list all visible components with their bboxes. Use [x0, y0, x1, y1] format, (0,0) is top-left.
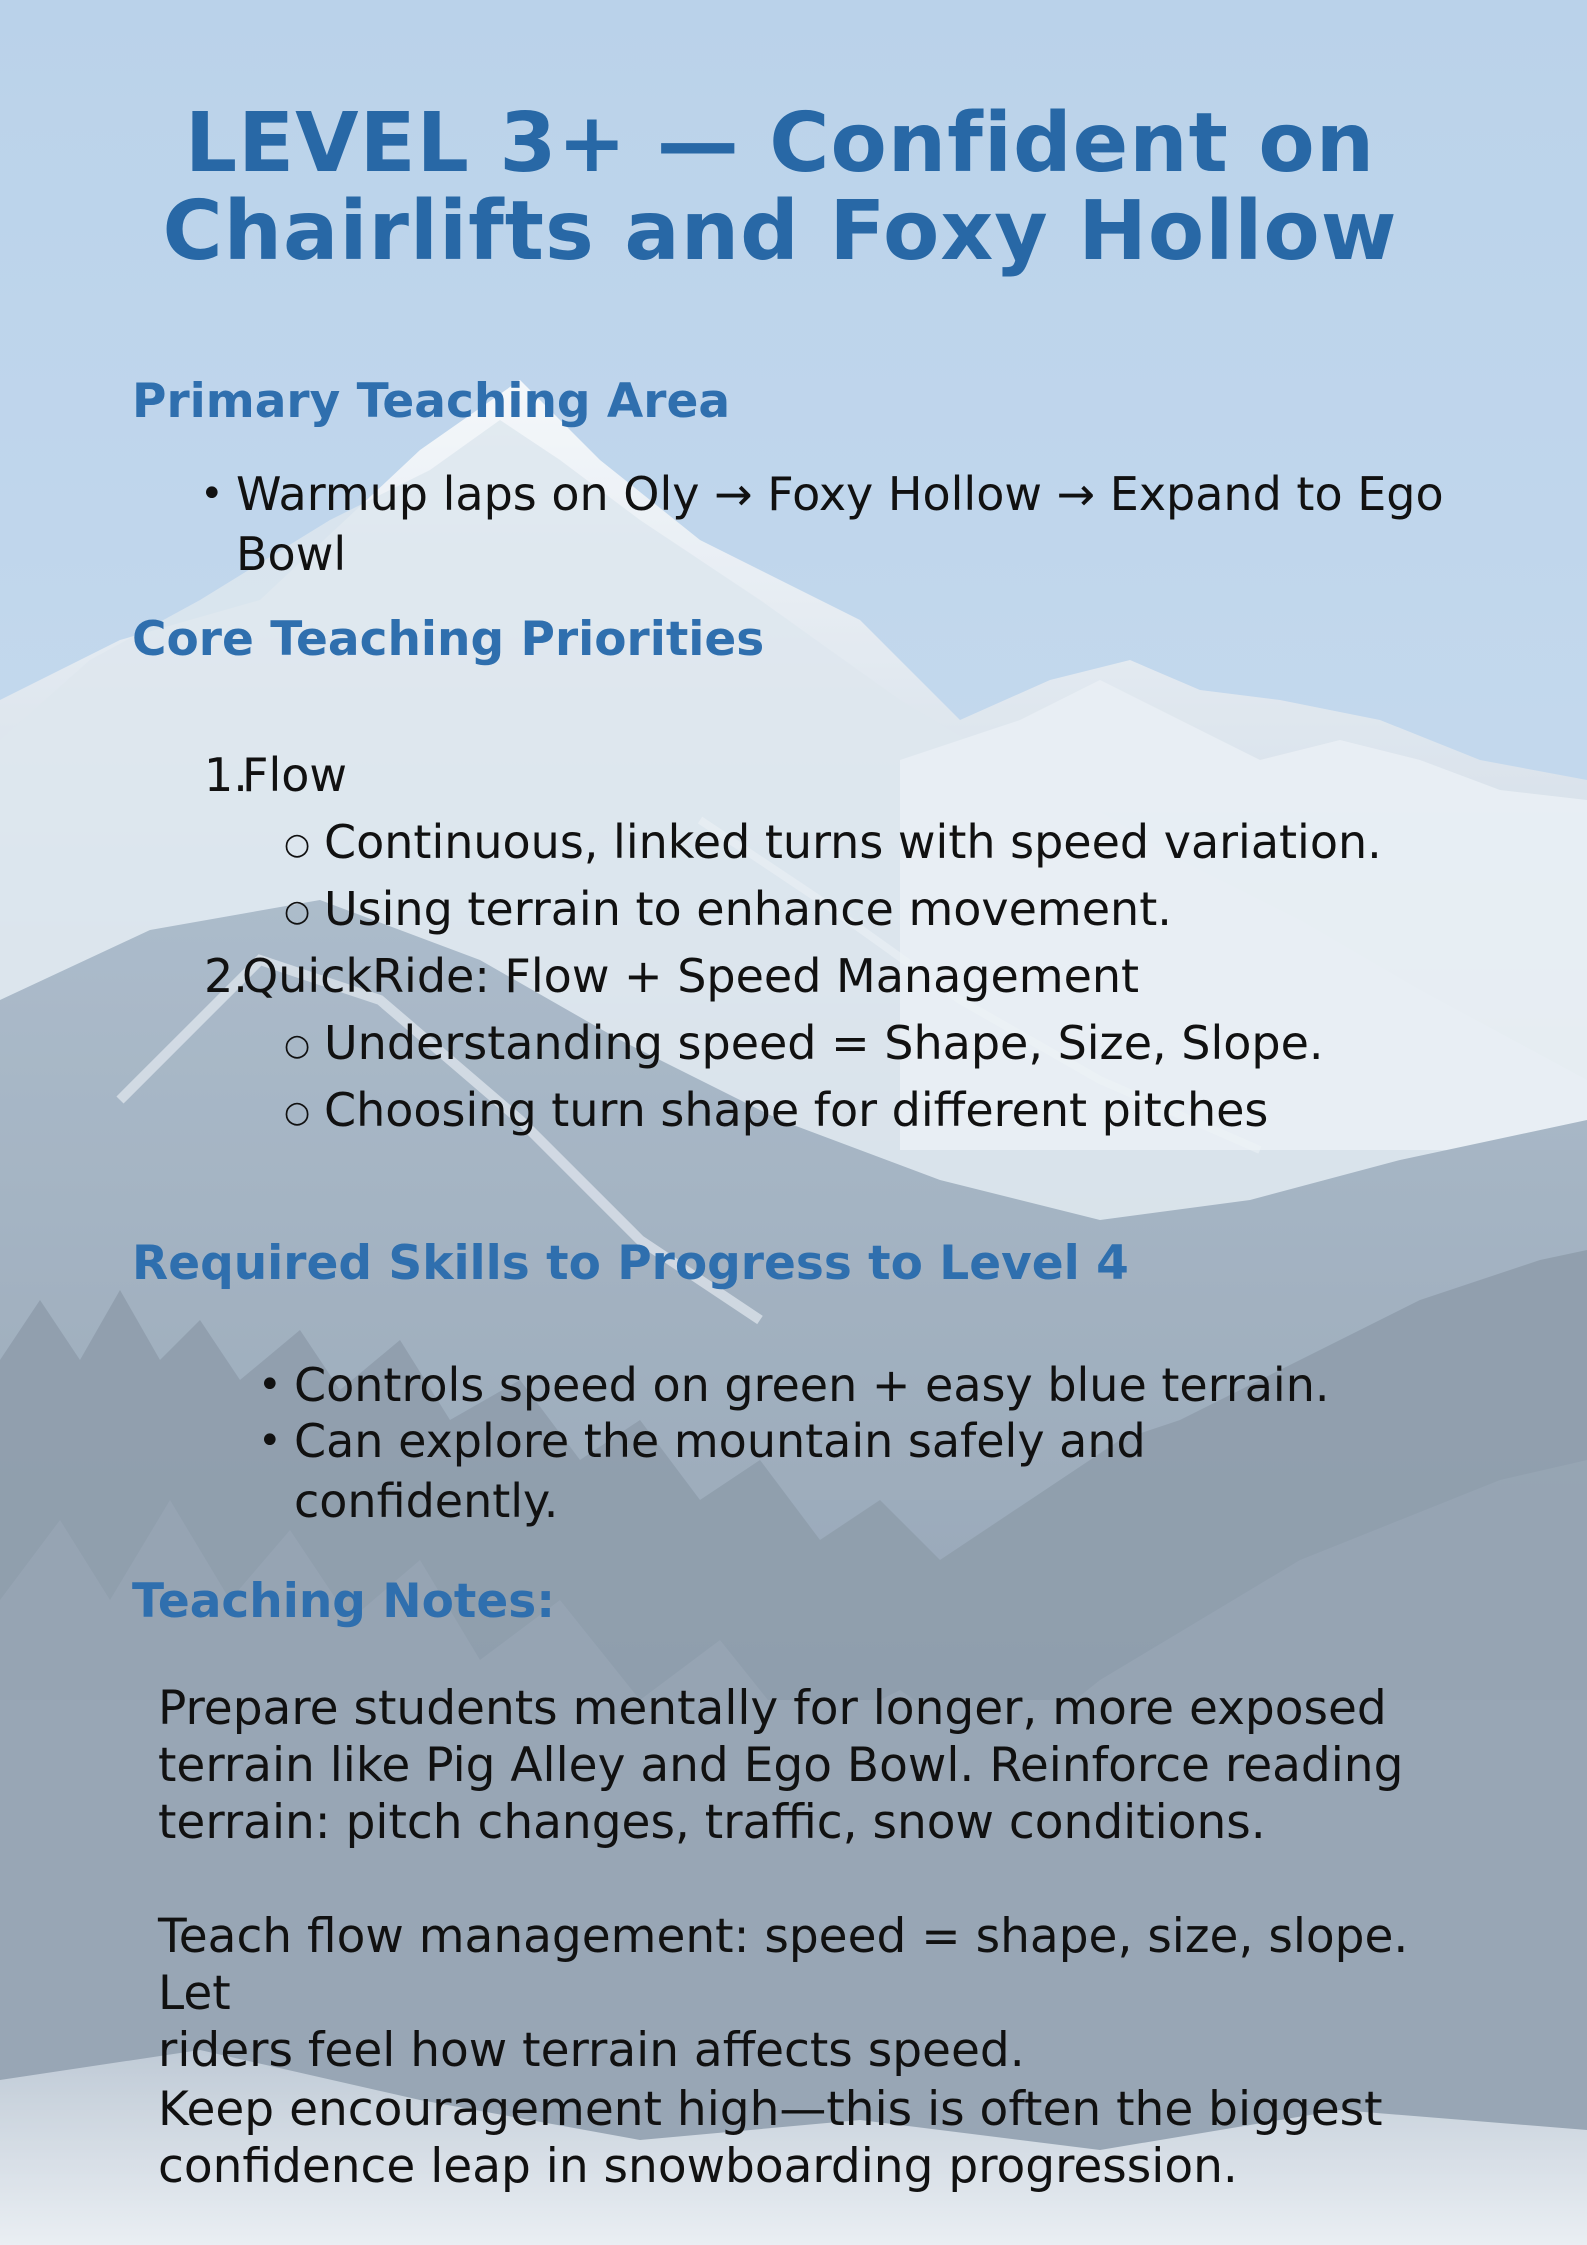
- list-item: [200, 464, 1490, 584]
- heading-teaching-notes: Teaching Notes:: [132, 1574, 556, 1629]
- sub-list-item: [284, 879, 1172, 945]
- numbered-item-flow: [204, 745, 347, 805]
- list-item: [258, 1355, 1329, 1415]
- sub-item-text: Choosing turn shape for different pitches: [324, 1083, 1269, 1137]
- sub-item-text: Using terrain to enhance movement.: [324, 882, 1172, 936]
- page-title: [80, 96, 1480, 279]
- heading-primary-teaching-area: Primary Teaching Area: [132, 374, 731, 429]
- item-number: 2.: [204, 949, 248, 1003]
- sub-list-item: [284, 1013, 1324, 1079]
- notes-paragraph-3: Keep encouragement high—this is often the biggest confidence leap in snowboarding progression.: [158, 2082, 1383, 2194]
- title-line-1: LEVEL 3+ — Confident on: [184, 96, 1376, 191]
- item-label: Flow: [242, 748, 348, 802]
- list-item-text: Warmup laps on Oly → Foxy Hollow → Expand to Ego Bowl: [236, 467, 1444, 581]
- notes-paragraph-1: Prepare students mentally for longer, more exposed terrain like Pig Alley and Ego Bowl. Reinforce reading terrain: pitch changes, traffic, snow conditions.: [158, 1681, 1404, 1850]
- list-item: [258, 1411, 1146, 1531]
- hollow-bullet-icon: ○: [284, 827, 311, 862]
- sub-item-text: Continuous, linked turns with speed variation.: [324, 815, 1382, 869]
- item-label: QuickRide: Flow + Speed Management: [242, 949, 1140, 1003]
- heading-core-teaching-priorities: Core Teaching Priorities: [132, 612, 765, 667]
- list-item-text: Controls speed on green + easy blue terrain.: [294, 1358, 1330, 1412]
- hollow-bullet-icon: ○: [284, 894, 311, 929]
- title-line-2: Chairlifts and Foxy Hollow: [162, 184, 1398, 279]
- hollow-bullet-icon: ○: [284, 1095, 311, 1130]
- bullet-icon: •: [200, 471, 224, 517]
- heading-required-skills: Required Skills to Progress to Level 4: [132, 1236, 1129, 1291]
- notes-paragraph-2: Teach flow management: speed = shape, size, slope. Let riders feel how terrain affects speed.: [158, 1909, 1409, 2078]
- sub-list-item: [284, 1080, 1268, 1146]
- sub-list-item: [284, 812, 1382, 878]
- hollow-bullet-icon: ○: [284, 1028, 311, 1063]
- numbered-item-quickride: [204, 946, 1139, 1006]
- sub-item-text: Understanding speed = Shape, Size, Slope.: [324, 1016, 1324, 1070]
- list-item-text: Can explore the mountain safely and confidently.: [294, 1414, 1146, 1528]
- bullet-icon: •: [258, 1418, 282, 1464]
- bullet-icon: •: [258, 1362, 282, 1408]
- item-number: 1.: [204, 748, 248, 802]
